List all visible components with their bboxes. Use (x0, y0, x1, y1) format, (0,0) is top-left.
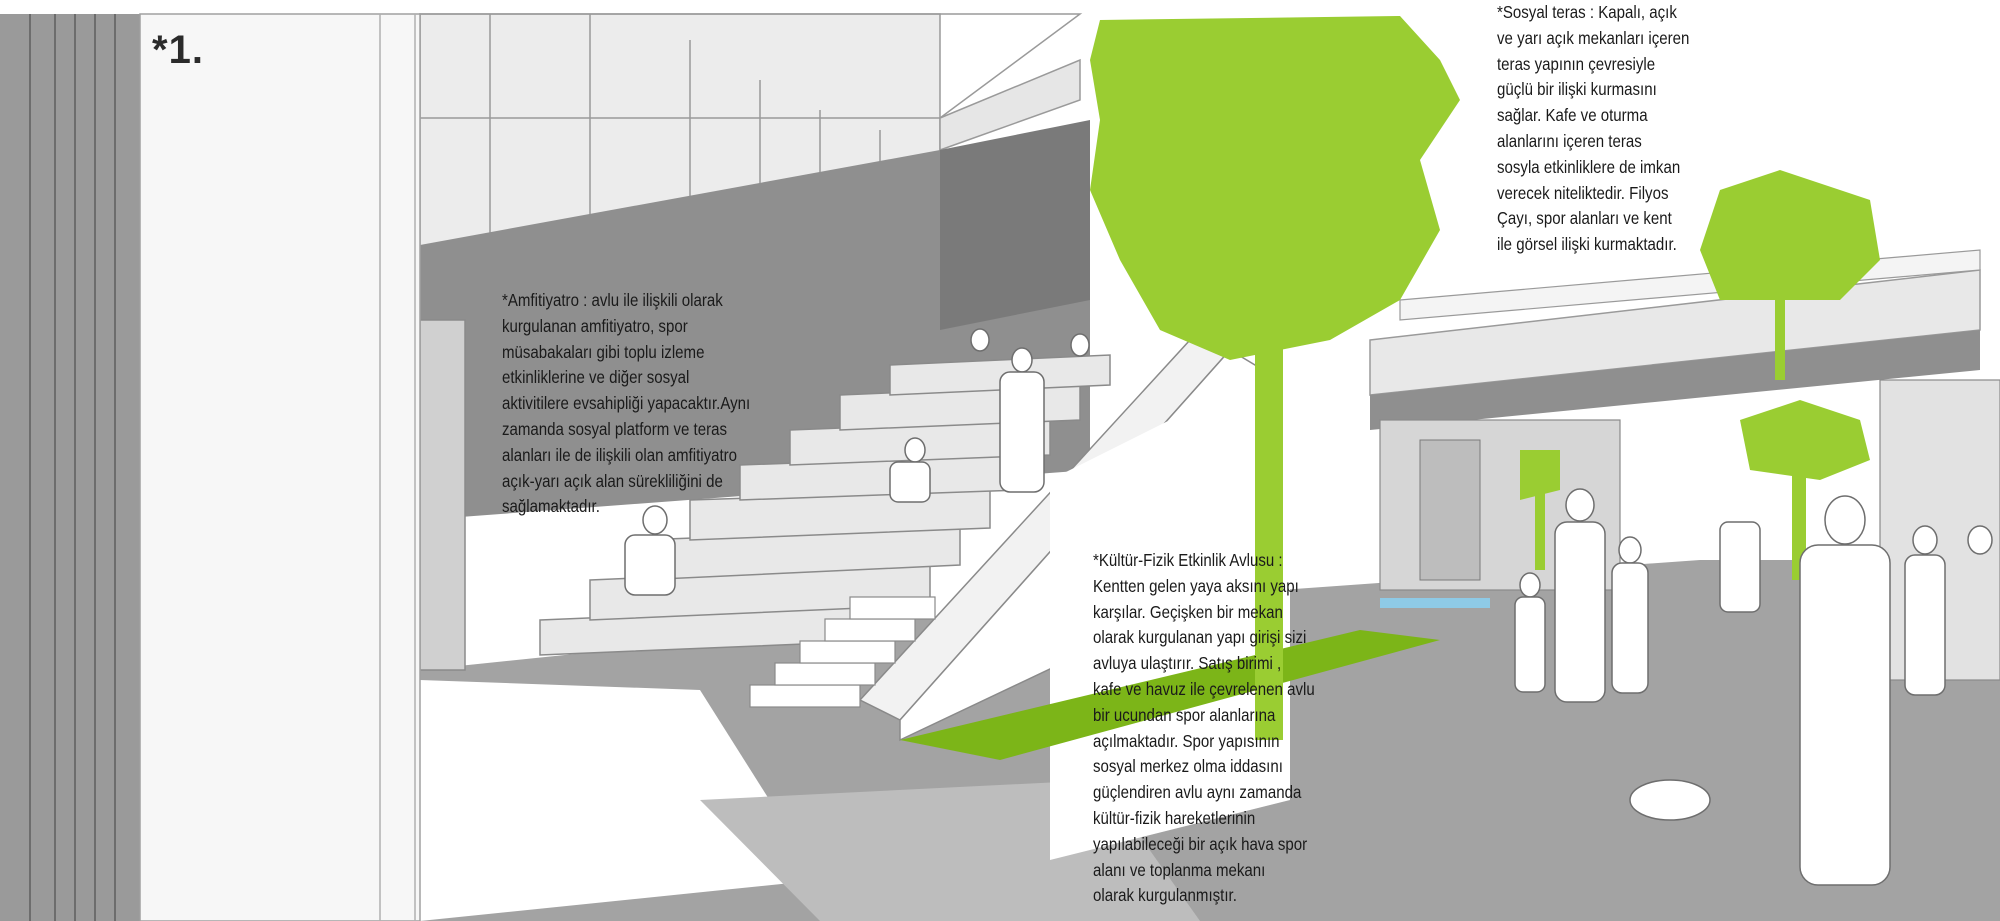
annotation-line: zamanda sosyal platform ve teras (502, 418, 728, 439)
left-doorway (420, 320, 465, 670)
annotation-line: avluya ulaştırır. Satış birimi , (1093, 653, 1282, 674)
annotation-line: sosyla etkinliklere de imkan (1497, 156, 1681, 177)
annotation-line: alanları ile de ilişkili olan amfitiyatro (502, 444, 738, 465)
glass-panel (1420, 440, 1480, 580)
annotation-line: güçlendiren avlu aynı zamanda (1093, 782, 1302, 803)
annotation-line: *Sosyal teras : Kapalı, açık (1497, 2, 1677, 22)
annotation-line: verecek niteliktedir. Filyos (1497, 182, 1669, 203)
annotation-line: kurgulanan amfitiyatro, spor (502, 315, 688, 336)
annotation-line: *Amfitiyatro : avlu ile ilişkili olarak (502, 290, 723, 310)
left-pillar (0, 14, 140, 921)
annotation-line: sosyal merkez olma iddasını (1093, 756, 1283, 777)
annotation-line: müsabakaları gibi toplu izleme (502, 341, 705, 362)
kultur-fizik-annotation (1093, 548, 1315, 909)
annotation-line: bir ucundan spor alanlarına (1093, 704, 1276, 725)
sosyal-teras-annotation (1497, 0, 1689, 258)
annotation-line: teras yapının çevresiyle (1497, 53, 1656, 74)
annotation-line: *Kültür-Fizik Etkinlik Avlusu : (1093, 550, 1283, 570)
annotation-line: olarak kurgulanmıştır. (1093, 885, 1237, 906)
annotation-line: güçlü bir ilişki kurmasını (1497, 79, 1657, 100)
pool (1380, 598, 1490, 608)
annotation-line: olarak kurgulanan yapı girişi sizi (1093, 627, 1307, 648)
annotation-line: etkinliklerine ve diğer sosyal (502, 367, 690, 388)
amfitiyatro-annotation (502, 288, 750, 520)
annotation-line: alanı ve toplanma mekanı (1093, 859, 1266, 880)
annotation-line: sağlar. Kafe ve oturma (1497, 105, 1648, 126)
annotation-line: yapılabileceği bir açık hava spor (1093, 833, 1308, 854)
annotation-line: ve yarı açık mekanları içeren (1497, 27, 1690, 48)
annotation-line: sağlamaktadır. (502, 496, 600, 517)
annotation-line: açık-yarı açık alan sürekliliğini de (502, 470, 723, 491)
annotation-line: açılmaktadır. Spor yapısının (1093, 730, 1280, 751)
annotation-line: kafe ve havuz ile çevrelenen avlu (1093, 678, 1315, 699)
annotation-line: kültür-fizik hareketlerinin (1093, 807, 1256, 828)
left-white-wall (140, 14, 420, 921)
annotation-line: Kentten gelen yaya aksını yapı (1093, 575, 1299, 596)
annotation-line: Çayı, spor alanları ve kent (1497, 208, 1672, 229)
sheet-number: *1. (152, 28, 204, 72)
dark-wall-upper-right (940, 120, 1090, 330)
annotation-line: alanlarını içeren teras (1497, 130, 1642, 151)
annotation-line: karşılar. Geçişken bir mekan (1093, 601, 1283, 622)
annotation-line: aktivitilere evsahipliği yapacaktır.Aynı (502, 393, 751, 414)
annotation-line: ile görsel ilişki kurmaktadır. (1497, 234, 1677, 255)
